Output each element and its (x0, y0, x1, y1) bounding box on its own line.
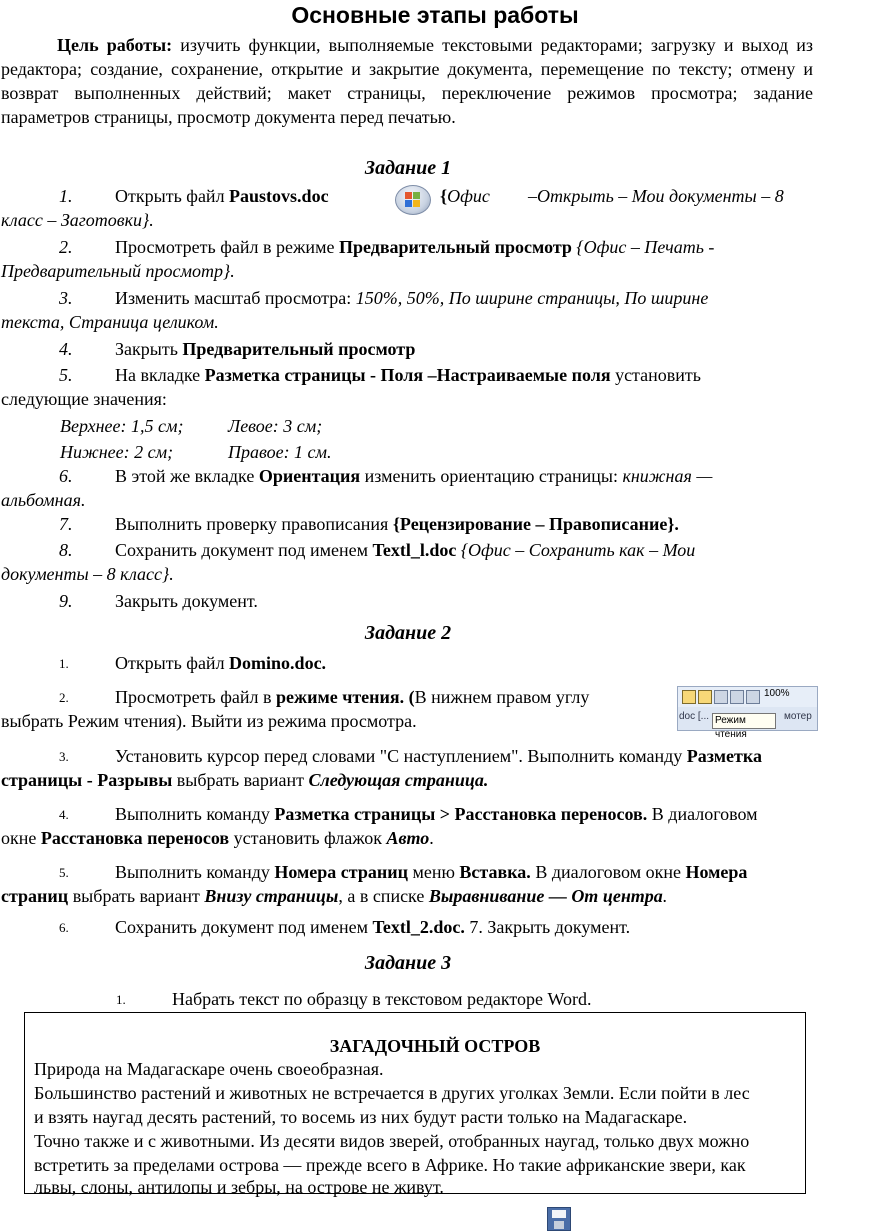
item-text (115, 288, 708, 309)
status-doc-label: doc [... (679, 711, 710, 722)
item-continuation: класс – Заготовки}. (1, 210, 154, 230)
item-text (115, 514, 679, 535)
item-number: 1. (59, 656, 69, 671)
page-title: Основные этапы работы (291, 2, 579, 28)
task2-heading: Задание 2 (364, 622, 452, 644)
item-text-part: Открыть файл (115, 653, 230, 673)
option-name: Авто (386, 828, 430, 848)
item-text (115, 339, 415, 360)
command-name: страницы - Разрывы (1, 770, 173, 790)
item-text-part: В диалоговом (647, 804, 758, 824)
command-name: Разметка страницы > Расстановка переносов. (274, 804, 648, 824)
office-button-icon (395, 185, 431, 215)
item-text-part: . (429, 828, 434, 848)
item-number: 3. (59, 288, 73, 308)
dialog-name: Номера (685, 862, 748, 882)
margin-left-value: Левое: 3 см; (228, 416, 323, 436)
setting-name: Ориентация (258, 466, 361, 486)
item-text (115, 804, 758, 825)
item-number: 8. (59, 540, 73, 560)
margin-bottom-value: Нижнее: 2 см; (60, 442, 174, 462)
zoom-level: 100% (764, 688, 790, 699)
item-continuation (1, 886, 667, 907)
item-text-part: Закрыть (115, 339, 183, 359)
menu-name: Вставка. (459, 862, 531, 882)
item-number: 3. (59, 749, 69, 764)
item-text-part: выбрать вариант (68, 886, 205, 906)
tab-path: Разметка страницы - Поля –Настраиваемые поля (204, 365, 611, 385)
item-text-part: Сохранить документ под именем (115, 917, 373, 937)
task1-item5 (0, 365, 816, 389)
command-name: Разметка (686, 746, 762, 766)
sample-title: ЗАГАДОЧНЫЙ ОСТРОВ (329, 1036, 541, 1056)
full-screen-reading-icon (698, 690, 712, 704)
reading-mode-tooltip: Режим чтения (712, 713, 776, 729)
item-continuation: альбомная. (1, 490, 86, 510)
item-text (115, 862, 747, 883)
task1-item8 (0, 540, 816, 564)
item-text-part: В диалоговом окне (530, 862, 686, 882)
item-number: 6. (59, 920, 69, 935)
item-number: 9. (59, 591, 73, 611)
item-text-part: Выполнить команду (115, 804, 275, 824)
path-part: {Офис – Сохранить как – Мои (456, 540, 696, 560)
item-text-part: установить флажок (229, 828, 387, 848)
item-number: 5. (59, 865, 69, 880)
task1-item4 (0, 339, 816, 363)
item-number: 4. (59, 339, 73, 359)
item-number: 4. (59, 807, 69, 822)
item-text-part: выбрать вариант (172, 770, 309, 790)
item-text-part: Установить курсор перед словами "С наступлением". Выполнить команду (115, 746, 687, 766)
task2-item4 (0, 804, 816, 828)
file-name: Textl_2.doc. (372, 917, 465, 937)
sample-line: встретить за пределами острова — прежде всего в Африке. Но такие африканские звери, как (34, 1155, 746, 1175)
item-number: 1. (116, 992, 126, 1007)
item-path (440, 186, 490, 207)
status-rest-label: мотер (784, 711, 812, 722)
item-text-part: Изменить масштаб просмотра: (115, 288, 356, 308)
item-text (115, 365, 701, 386)
mode-name: режиме чтения. ( (276, 687, 415, 707)
mode-name: Предварительный просмотр (338, 237, 572, 257)
path-part: Офис (447, 186, 490, 206)
item-number: 2. (59, 690, 69, 705)
item-text: Закрыть документ. (115, 591, 258, 611)
file-name: Domino.doc. (229, 653, 327, 673)
web-layout-icon (714, 690, 728, 704)
item-text-part: В нижнем правом углу (414, 687, 590, 707)
item-continuation (1, 828, 434, 849)
zoom-values: 150%, 50%, По ширине страницы, По ширине (355, 288, 709, 308)
item-number: 6. (59, 466, 73, 486)
goal-label: Цель работы: (57, 35, 173, 55)
item-text-part: В этой же вкладке (115, 466, 259, 486)
item-text-part: Сохранить документ под именем (115, 540, 373, 560)
save-icon (547, 1207, 571, 1231)
item-continuation: следующие значения: (1, 389, 167, 409)
item-text (115, 746, 762, 767)
option-name: Следующая страница. (308, 770, 489, 790)
mode-name: Предварительный просмотр (182, 339, 416, 359)
item-text-part: Просмотреть файл в (115, 687, 277, 707)
option-name: Выравнивание — От центра (428, 886, 663, 906)
item-text (115, 653, 326, 674)
task1-item2 (0, 237, 816, 261)
task3-item1 (0, 989, 816, 1013)
sample-line: и взять наугад десять растений, то восемь из них будут расти только на Мадагаскаре. (34, 1107, 688, 1127)
save-icon-label (552, 1210, 566, 1218)
item-text-part: Просмотреть файл в режиме (115, 237, 339, 257)
draft-icon (746, 690, 760, 704)
file-name: Paustovs.doc (229, 186, 329, 206)
item-text (115, 466, 712, 487)
menu-path: {Рецензирование – Правописание}. (392, 514, 679, 534)
item-text (115, 687, 589, 708)
task1-item3 (0, 288, 816, 312)
task2-item3 (0, 746, 816, 770)
item-continuation: Предварительный просмотр}. (1, 261, 235, 281)
task1-item7 (0, 514, 816, 538)
item-continuation: текста, Страница целиком. (1, 312, 219, 332)
goal-paragraph (1, 33, 813, 129)
item-continuation (1, 770, 488, 791)
outline-icon (730, 690, 744, 704)
sample-line: львы, слоны, антилопы и зебры, на острове не живут. (34, 1177, 444, 1197)
item-continuation: документы – 8 класс}. (1, 564, 174, 584)
item-text (115, 540, 695, 561)
goal-text: изучить функции, выполняемые текстовыми редакторами; загрузку и выход из редактора; создание, сохранение, открытие и закрытие документа, перемещение по тексту; отмену и возврат выполненных действий; макет страницы, переключение режимов просмотра; задание параметров страницы, просмотр документа перед печатью. (1, 35, 813, 127)
item-number: 7. (59, 514, 73, 534)
item-text-part: Выполнить команду (115, 862, 275, 882)
task2-item5 (0, 862, 816, 886)
item-number: 5. (59, 365, 73, 385)
sample-line: Природа на Мадагаскаре очень своеобразная. (34, 1059, 384, 1079)
item-text-part: установить (610, 365, 701, 385)
item-text-part: окне (1, 828, 41, 848)
item-path-cont (528, 186, 784, 207)
item-text-part: Открыть файл (115, 186, 230, 206)
task2-item1 (0, 653, 816, 677)
item-text (115, 917, 630, 938)
item-text-part: На вкладке (115, 365, 205, 385)
item-number: 1. (59, 186, 73, 206)
dialog-name: Расстановка переносов (40, 828, 230, 848)
item-text (115, 237, 714, 258)
item-text (115, 186, 329, 207)
option-name: Внизу страницы (204, 886, 339, 906)
task3-heading: Задание 3 (364, 952, 452, 974)
item-text-part: Выполнить проверку правописания (115, 514, 393, 534)
file-name: Textl_l.doc (372, 540, 457, 560)
item-continuation: выбрать Режим чтения). Выйти из режима просмотра. (1, 711, 417, 731)
orientation-values: книжная — (622, 466, 713, 486)
item-text-part: . (662, 886, 668, 906)
sample-line: Большинство растений и животных не встречается в других уголках Земли. Если пойти в лес (34, 1083, 750, 1103)
item-text-part: 7. Закрыть документ. (464, 917, 631, 937)
save-icon-shutter (554, 1221, 564, 1229)
command-name: Номера страниц (274, 862, 408, 882)
margin-top-value: Верхнее: 1,5 см; (60, 416, 184, 436)
sample-line: Точно также и с животными. Из десяти видов зверей, отобранных наугад, только двух можно (34, 1131, 750, 1151)
task1-item6 (0, 466, 816, 490)
item-text-part: изменить ориентацию страницы: (360, 466, 623, 486)
task1-item9 (0, 591, 816, 615)
task2-item6 (0, 917, 816, 941)
path-part: {Офис – Печать - (571, 237, 715, 257)
path-part: –Открыть – Мои документы – 8 (528, 186, 784, 206)
item-number: 2. (59, 237, 73, 257)
item-text-part: меню (407, 862, 460, 882)
print-layout-icon (682, 690, 696, 704)
margin-right-value: Правое: 1 см. (228, 442, 332, 462)
office-logo-icon (405, 192, 420, 207)
item-text-part: , а в списке (338, 886, 429, 906)
task1-heading: Задание 1 (364, 157, 452, 179)
item-text: Набрать текст по образцу в текстовом редакторе Word. (172, 989, 592, 1009)
dialog-name: страниц (1, 886, 69, 906)
word-status-bar-image (677, 686, 818, 740)
brace: { (440, 186, 448, 206)
